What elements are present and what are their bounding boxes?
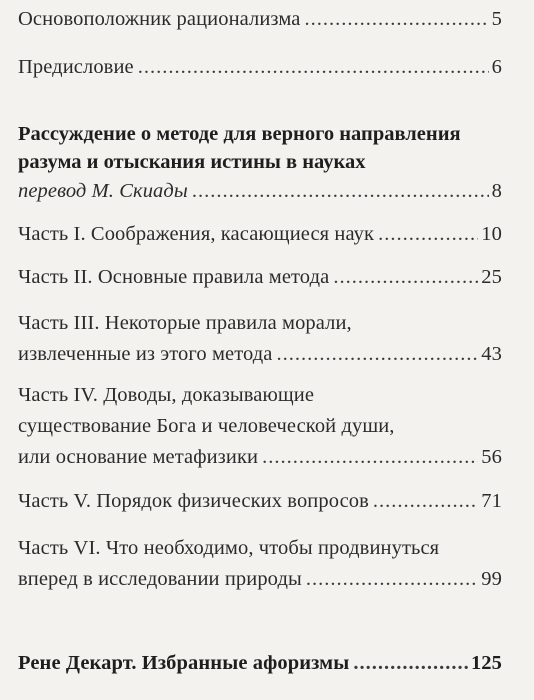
toc-page-number: 25 (481, 266, 502, 288)
toc-entry-title: Предисловие (18, 56, 134, 78)
toc-page-number: 6 (491, 56, 502, 78)
dot-leader (277, 339, 479, 370)
toc-entry-title: Основоположник рационализма (18, 8, 301, 30)
toc-entry-title-line: существование Бога и человеческой души, (18, 415, 395, 437)
toc-entry-title: Рене Декарт. Избранные афоризмы (18, 652, 350, 674)
toc-entry-preface (18, 52, 502, 83)
section-heading-line: Рассуждение о методе для верного направления (18, 123, 461, 145)
translator-credit: перевод М. Скиады (18, 180, 188, 202)
toc-page-number: 99 (481, 568, 502, 590)
dot-leader (262, 442, 478, 473)
section-heading-line: разума и отыскания истины в науках (18, 151, 366, 173)
toc-entry-title-line: Часть III. Некоторые правила морали, (18, 312, 352, 334)
toc-entry-title-line: Часть VI. Что необходимо, чтобы продвинуться (18, 537, 440, 559)
toc-entry-title: Часть II. Основные правила метода (18, 266, 330, 288)
dot-leader (373, 486, 478, 517)
toc-entry-part-6 (18, 533, 502, 595)
toc-entry-title: Часть V. Порядок физических вопросов (18, 490, 369, 512)
toc-page-number: 43 (481, 343, 502, 365)
toc-entry-title-line: извлеченные из этого метода (18, 343, 273, 365)
dot-leader (306, 564, 478, 595)
dot-leader (304, 4, 488, 35)
toc-entry-part-2 (18, 262, 502, 293)
toc-page-number: 10 (481, 223, 502, 245)
toc-page-number: 8 (491, 180, 502, 202)
toc-entry-title-line: Часть IV. Доводы, доказывающие (18, 384, 315, 406)
dot-leader (138, 52, 489, 83)
toc-entry-aphorisms (18, 648, 502, 679)
toc-page-number: 56 (481, 446, 502, 468)
dot-leader (378, 219, 478, 250)
toc-entry-title-line: или основание метафизики (18, 446, 259, 468)
toc-page-number: 5 (491, 8, 502, 30)
toc-entry-part-1 (18, 219, 502, 250)
toc-page-number: 125 (470, 652, 502, 674)
toc-entry-part-5 (18, 486, 502, 517)
dot-leader (333, 262, 478, 293)
toc-entry-part-4 (18, 380, 502, 473)
dot-leader (353, 648, 468, 679)
toc-entry-title-line: вперед в исследовании природы (18, 568, 302, 590)
dot-leader (192, 176, 489, 207)
toc-entry-discourse-on-method (18, 120, 502, 207)
toc-entry-part-3 (18, 308, 502, 370)
toc-page-number: 71 (481, 490, 502, 512)
toc-entry-title: Часть I. Соображения, касающиеся наук (18, 223, 375, 245)
toc-entry-founder-of-rationalism (18, 4, 502, 35)
